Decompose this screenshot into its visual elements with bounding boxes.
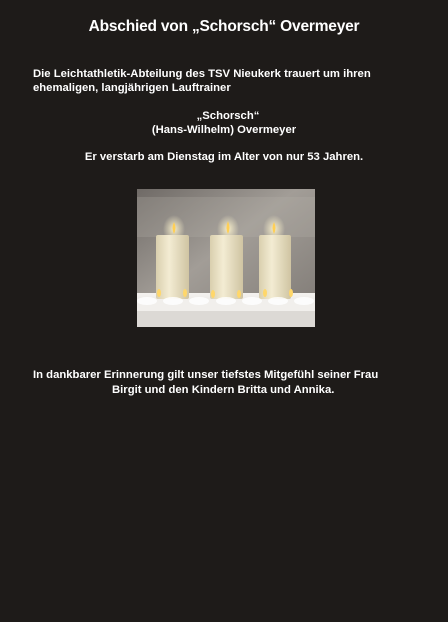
deceased-name <box>0 109 448 137</box>
candles-photo <box>137 189 315 327</box>
condolence-line: Birgit und den Kindern Britta und Annika. <box>112 384 335 396</box>
condolence-line: In dankbarer Erinnerung gilt unser tiefstes Mitgefühl seiner Frau <box>33 369 379 381</box>
nickname: „Schorsch“ <box>196 110 260 122</box>
intro-text <box>33 67 423 95</box>
full-name: (Hans-Wilhelm) Overmeyer <box>151 124 297 136</box>
condolence-text <box>0 368 448 398</box>
page-title: Abschied von „Schorsch“ Overmeyer <box>88 18 360 35</box>
death-notice: Er verstarb am Dienstag im Alter von nur 53 Jahren. <box>84 151 364 163</box>
intro-line: ehemaligen, langjährigen Lauftrainer <box>33 82 231 94</box>
intro-line: Die Leichtathletik-Abteilung des TSV Nieukerk trauert um ihren <box>33 68 371 80</box>
